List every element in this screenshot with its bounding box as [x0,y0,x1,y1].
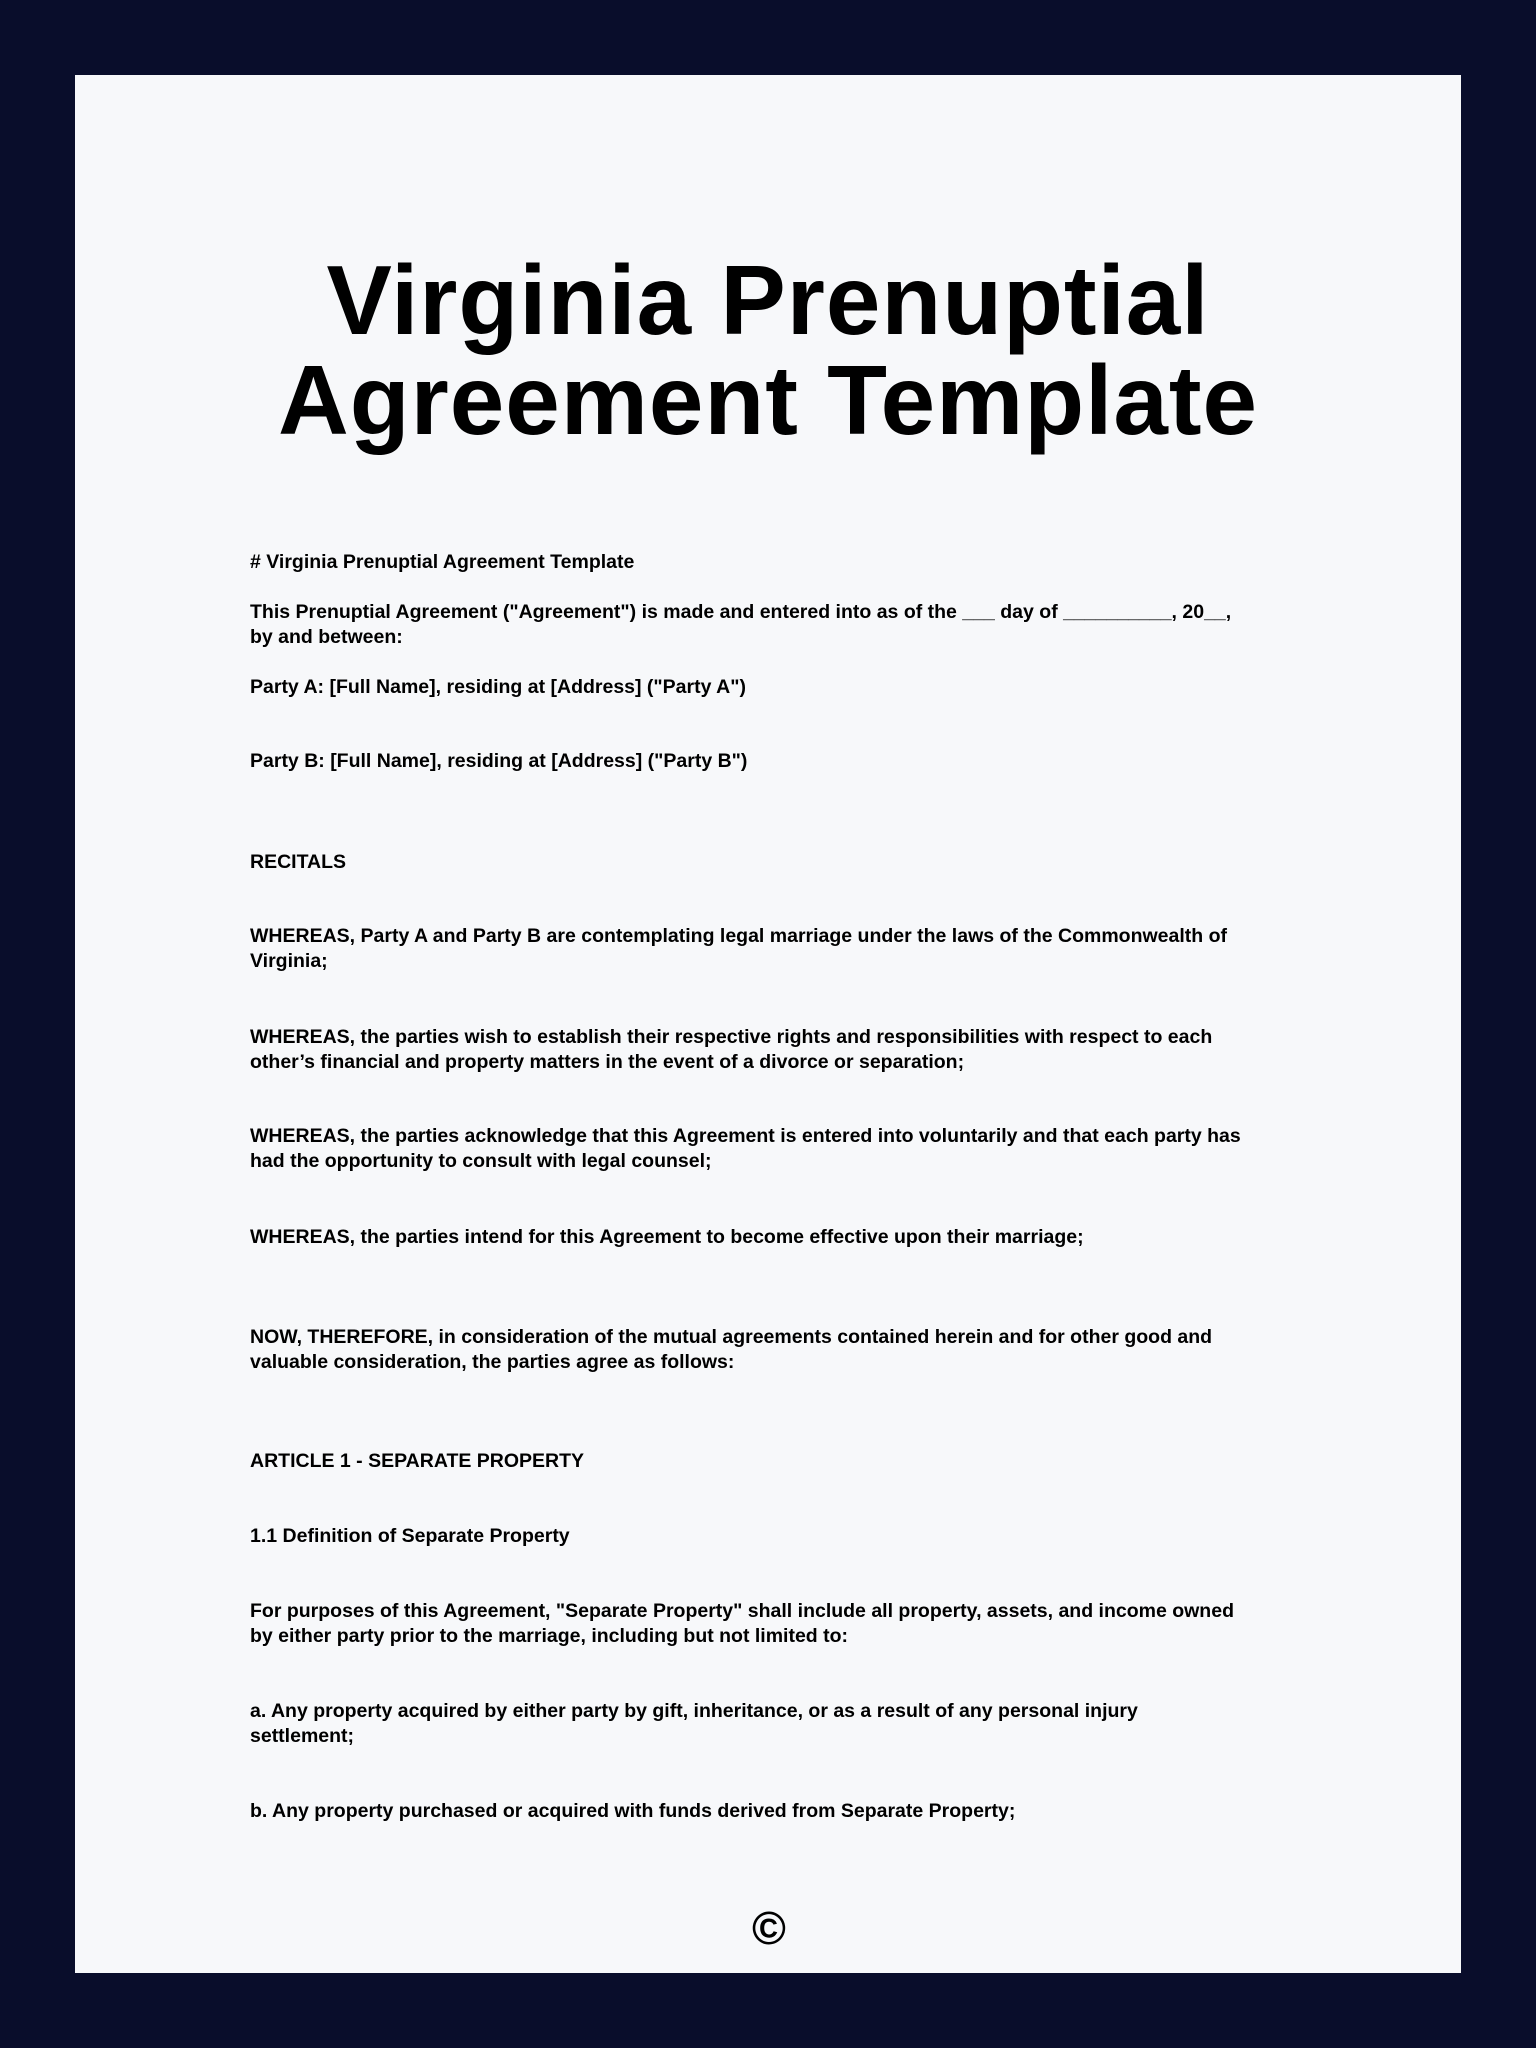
separate-property-definition [250,1599,1234,1649]
text-line: WHEREAS, the parties wish to establish their respective rights and responsibilities with respect to each [250,1026,1213,1048]
text-line: settlement; [250,1725,355,1747]
recital-2 [250,1025,1212,1075]
text-line: other’s financial and property matters in the event of a divorce or separation; [250,1051,965,1073]
markdown-heading [250,550,634,575]
recital-1 [250,924,1227,974]
text-line: Party A: [Full Name], residing at [Address] ("Party A") [250,676,746,698]
title-line: Agreement Template [277,345,1259,455]
section-1-1-heading [250,1524,570,1549]
text-line: by and between: [250,626,403,648]
document-title [0,245,1536,455]
text-line: NOW, THEREFORE, in consideration of the mutual agreements contained herein and for other good and [250,1326,1213,1348]
intro-paragraph [250,600,1231,650]
text-line: WHEREAS, the parties intend for this Agreement to become effective upon their marriage; [250,1226,1084,1248]
recital-4 [250,1225,1084,1250]
text-line: # Virginia Prenuptial Agreement Template [250,551,635,573]
text-line: b. Any property purchased or acquired with funds derived from Separate Property; [250,1800,1016,1822]
text-line: WHEREAS, Party A and Party B are contemplating legal marriage under the laws of the Commonwealth of [250,925,1227,947]
text-line: a. Any property acquired by either party by gift, inheritance, or as a result of any personal injury [250,1700,1138,1722]
party-b [250,749,747,774]
recitals-heading [250,850,346,875]
text-line: valuable consideration, the parties agree as follows: [250,1351,735,1373]
text-line: by either party prior to the marriage, including but not limited to: [250,1625,849,1647]
text-line: ARTICLE 1 - SEPARATE PROPERTY [250,1450,585,1472]
title-line: Virginia Prenuptial [326,245,1210,355]
article-1-heading [250,1449,584,1474]
text-line: This Prenuptial Agreement ("Agreement") is made and entered into as of the ___ day of __________, 20__, [250,601,1232,623]
text-line: 1.1 Definition of Separate Property [250,1525,570,1547]
clause-b [250,1799,1015,1824]
now-therefore-paragraph [250,1325,1212,1375]
text-line: Party B: [Full Name], residing at [Address] ("Party B") [250,750,748,772]
text-line: had the opportunity to consult with legal counsel; [250,1150,712,1172]
recital-3 [250,1124,1241,1174]
copyright-icon: © [752,1902,786,1954]
text-line: For purposes of this Agreement, "Separate Property" shall include all property, assets, and income owned [250,1600,1234,1622]
text-line: RECITALS [250,851,347,873]
text-line: WHEREAS, the parties acknowledge that this Agreement is entered into voluntarily and that each party has [250,1125,1241,1147]
clause-a [250,1699,1138,1749]
party-a [250,675,746,700]
text-line: Virginia; [250,950,328,972]
